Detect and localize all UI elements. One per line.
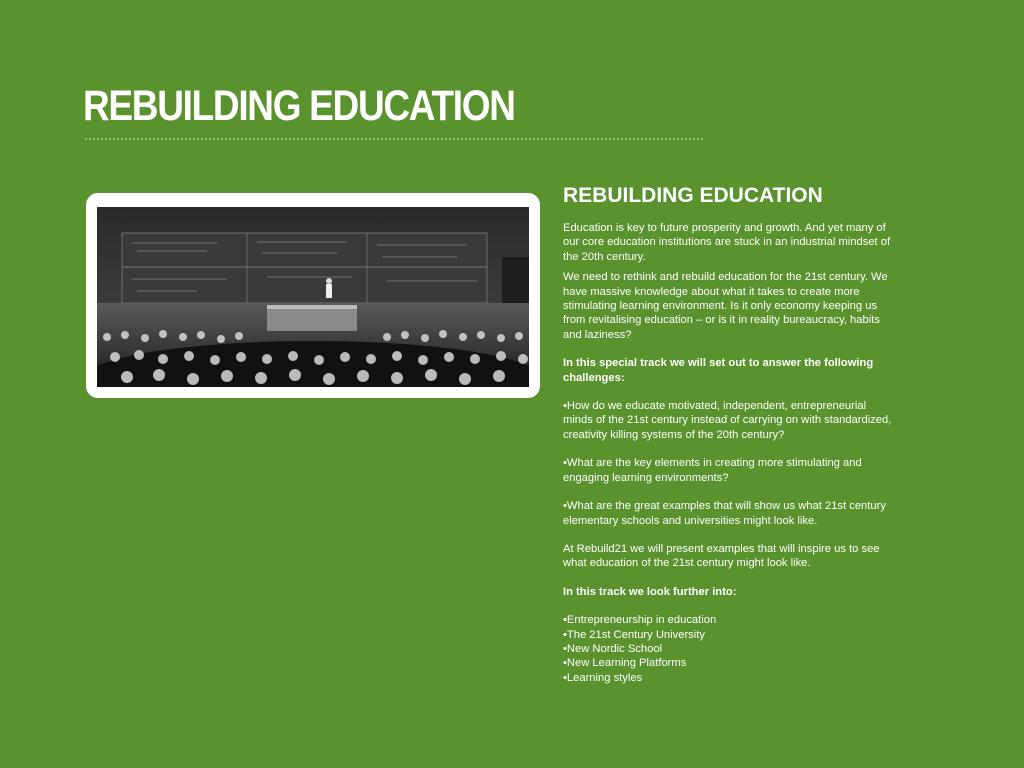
further-heading: In this track we look further into: <box>563 585 737 598</box>
intro-paragraph: Education is key to future prosperity and growth. And yet many of our core education institutions are stuck in an industrial mindset of the 20th century. <box>563 222 891 263</box>
topic-item: •The 21st Century University <box>563 628 705 641</box>
rethink-paragraph: We need to rethink and rebuild education for the 21st century. We have massive knowledge about what it takes to create more stimulating learning environment. Is it only economy keeping us from revitalising education – or is it in reality bureaucracy, habits and laziness? <box>563 271 888 341</box>
topic-item: •New Nordic School <box>563 642 663 655</box>
content-heading: REBUILDING EDUCATION <box>563 184 823 207</box>
rebuild21-paragraph: At Rebuild21 we will present examples that will inspire us to see what education of the 21st century might look like. <box>563 542 880 570</box>
challenge-item: •What are the key elements in creating more stimulating and engaging learning environments? <box>563 457 862 484</box>
challenge-item: •How do we educate motivated, independent, entrepreneurial minds of the 21st century instead of carrying on with standardized, creativity killing systems of the 20th century? <box>563 400 892 441</box>
special-track-heading: In this special track we will set out to answer the following challenges: <box>563 357 874 384</box>
content-column <box>563 183 893 685</box>
lecture-hall-photo <box>97 207 529 387</box>
title-divider <box>85 138 703 140</box>
topic-item: •Entrepreneurship in education <box>563 614 717 627</box>
photo-frame <box>86 193 540 398</box>
slide-title: REBUILDING EDUCATION <box>83 82 515 130</box>
topic-item: •Learning styles <box>563 671 643 684</box>
challenge-item: •What are the great examples that will show us what 21st century elementary schools and universities might look like. <box>563 500 886 527</box>
topic-item: •New Learning Platforms <box>563 657 687 670</box>
